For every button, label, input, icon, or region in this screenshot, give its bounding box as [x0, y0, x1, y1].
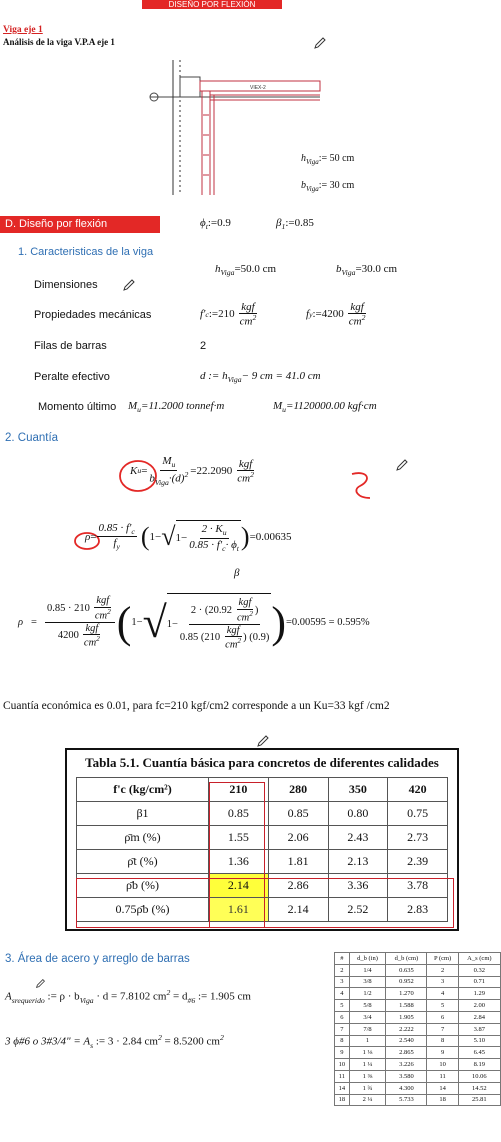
table-header-cell: 420	[388, 778, 448, 802]
red-hook-annotation	[348, 470, 384, 502]
table-row: 14 1 ¾ 4.300 14 14.52	[335, 1082, 501, 1094]
table-header-cell: 210	[209, 778, 269, 802]
b-viga-header: $b_{Viga}:= 30$ cm	[301, 180, 355, 193]
filas-value: 2	[200, 340, 207, 352]
section-d-bar	[0, 216, 160, 233]
section-d-title: D. Diseño por flexión	[5, 218, 108, 230]
b-viga-value: $b_{Viga}=30.0$ cm	[336, 263, 398, 278]
table-header-cell: f'c (kg/cm²)	[77, 778, 209, 802]
table-row: 11 1 ⅜ 3.580 11 10.06	[335, 1070, 501, 1082]
propiedades-label: Propiedades mecánicas	[34, 309, 152, 321]
table-row: 7 7/8 2.222 7 3.87	[335, 1023, 501, 1035]
table-row: ρ̄t (%) 1.36 1.81 2.13 2.39	[77, 850, 448, 874]
rho-numeric-formula: ρ = 0.85 · 210 $\frac{\text{kgf}}{cm^2}$ 4200 $\frac{\text{kgf}}{cm^2}$ ( 1− √ 1− 2 · (20.92 $\frac{\text{kgf}}{cm^2}$ ) 0.85 ( 210 $\frac{\text{kgf}}{cm^2}$ ) (0.9) ) =0.00595 = 0.595%	[18, 595, 370, 651]
drawing-label: VIEX-2	[250, 85, 266, 91]
h-viga-value: $h_{Viga}=50.0$ cm	[215, 263, 277, 278]
as-required-formula: $A_{srequerido}$ := $\rho \cdot b_{Viga} \cdot d = 7.8102$ $cm^2 = d_{\#6}$ := 1.905 cm	[5, 988, 251, 1005]
table-row: 18 2 ¼ 5.733 18 25.81	[335, 1094, 501, 1106]
table-row: β1 0.85 0.85 0.80 0.75	[77, 802, 448, 826]
fy-value: f y :=4200 $\frac{\text{kgf}}{cm^2}$	[306, 301, 366, 328]
beam-subtitle: Análisis de la viga V.P.A eje 1	[3, 37, 115, 47]
ku-formula: K u = $\frac{M_u}{b_{Viga}\cdot(d)^2}$ =22.2090 $\frac{\text{kgf}}{cm^2}$	[130, 455, 254, 487]
phi-t-value: $\phi_t:=0.9$	[200, 217, 231, 232]
table-header-cell: 280	[268, 778, 328, 802]
mu-tonnef: $M_u=11.2000$ tonnef·m	[128, 400, 225, 415]
table-row: 10 1 ¼ 3.226 10 8.19	[335, 1059, 501, 1071]
table-row: ρ̄m (%) 1.55 2.06 2.43 2.73	[77, 826, 448, 850]
section-3-title: 3. Área de acero y arreglo de barras	[5, 953, 190, 965]
dimensiones-label: Dimensiones	[34, 279, 98, 291]
pencil-icon[interactable]	[313, 36, 327, 50]
table-row: 6 3/4 1.905 6 2.84	[335, 1011, 501, 1023]
beta-1-value: $\beta_1:=0.85$	[276, 217, 314, 232]
peralte-value: d := $h_{Viga}- 9$ cm = 41.0 cm	[200, 370, 321, 385]
table-row: 9 1 ⅛ 2.865 9 6.45	[335, 1047, 501, 1059]
table-row: ρ̄b (%) 2.14 2.86 3.36 3.78	[77, 874, 448, 898]
table-row: 3 3/8 0.952 3 0.71	[335, 976, 501, 988]
mu-kgf: $M_u=1120000.00$ kgf·cm	[273, 400, 377, 415]
pencil-icon[interactable]	[35, 978, 46, 989]
momento-label: Momento último	[38, 401, 117, 413]
table-row: 8 1 2.540 8 5.10	[335, 1035, 501, 1047]
fc-value: f' c :=210 $\frac{\text{kgf}}{cm^2}$	[200, 301, 257, 328]
banner-text: DISEÑO POR FLEXIÓN	[168, 0, 256, 9]
section-2-title: 2. Cuantía	[5, 432, 59, 444]
table-5-1-title: Tabla 5.1. Cuantía básica para concretos de diferentes calidades	[85, 755, 439, 770]
table-row: 0.75ρ̄b (%) 1.61 2.14 2.52 2.83	[77, 898, 448, 922]
rho-formula: ρ = $\frac{0.85 \cdot f'_c}{f_y}$ ( 1− √ 1− $\frac{2 \cdot K_u}{0.85 \cdot f'_c\cdot \phi_t}$ ) =0.00635	[85, 521, 292, 553]
rebar-table	[334, 952, 501, 1106]
h-viga-header: $h_{Viga}:= 50$ cm	[301, 153, 355, 166]
peralte-label: Peralte efectivo	[34, 371, 110, 383]
table-header-row: # d_b (in) d_b (cm) P (cm) A_s (cm)	[335, 953, 501, 965]
bar-arrangement-formula: 3 ϕ#6 o 3#3/4" = $A_s$ := 3 · 2.84 $cm^2 = 8.5200$ $cm^2$	[5, 1033, 224, 1050]
beta-symbol: β	[234, 567, 240, 579]
cuantia-note: Cuantía económica es 0.01, para fc=210 kgf/cm2 corresponde a un Ku=33 kgf /cm2	[3, 700, 390, 712]
table-row: 4 1/2 1.270 4 1.29	[335, 988, 501, 1000]
rows-rho-b-highlight-box	[76, 878, 454, 928]
table-header-cell: 350	[328, 778, 388, 802]
pencil-icon[interactable]	[395, 458, 409, 472]
pencil-icon[interactable]	[256, 734, 270, 748]
filas-label: Filas de barras	[34, 340, 107, 352]
top-banner	[142, 0, 282, 9]
table-row: 5 5/8 1.588 5 2.00	[335, 1000, 501, 1012]
section-1-title: 1. Caracteristicas de la viga	[18, 246, 154, 258]
pencil-icon[interactable]	[122, 278, 136, 292]
beam-link[interactable]: Viga eje 1	[3, 25, 43, 35]
table-row: 2 1/4 0.635 2 0.32	[335, 964, 501, 976]
